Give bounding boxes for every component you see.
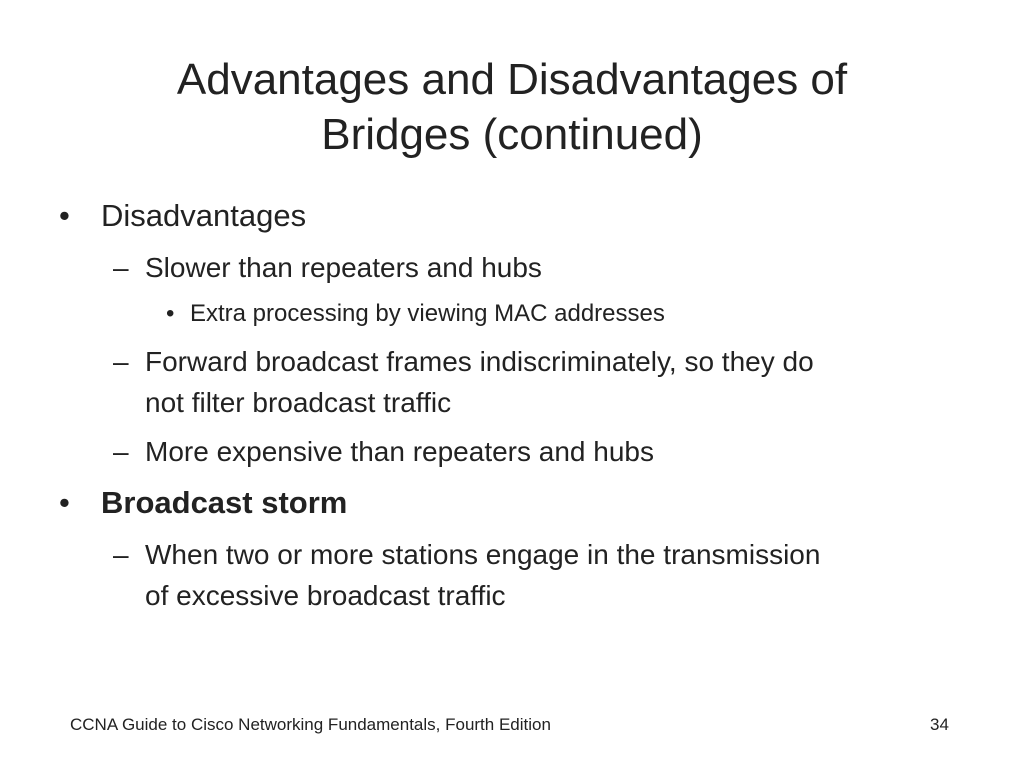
sub-bullet-slower [113,247,985,288]
dash-icon: – [113,252,129,283]
slide-title-line-1: Advantages and Disadvantages of [176,55,848,104]
bullet-broadcast-storm-text: Broadcast storm [101,485,348,520]
sub-bullet-storm-definition [113,534,1005,616]
sub-bullet-storm-definition-line-1: When two or more stations engage in the transmission [145,539,821,570]
bullet-disadvantages-text: Disadvantages [101,198,307,233]
footer-book-title: CCNA Guide to Cisco Networking Fundamentals, Fourth Edition [70,715,551,734]
sub-bullet-forward-broadcast-line-2: not filter broadcast traffic [145,387,452,418]
bullet-broadcast-storm [59,485,348,521]
sub-sub-bullet-extra-processing-text: Extra processing by viewing MAC addresses [190,300,665,327]
slide-title [0,52,1024,162]
sub-bullet-storm-definition-line-2: of excessive broadcast traffic [145,580,506,611]
sub-bullet-more-expensive [113,431,985,472]
dash-icon: – [113,346,129,377]
slide-title-line-2: Bridges (continued) [321,110,703,159]
footer-page-number: 34 [930,715,949,734]
sub-bullet-forward-broadcast [113,341,1005,423]
bullet-dot-icon: • [59,198,70,233]
bullet-dot-icon: • [166,300,175,327]
dash-icon: – [113,436,129,467]
sub-sub-bullet-extra-processing [166,299,665,329]
sub-bullet-more-expensive-text: More expensive than repeaters and hubs [145,436,654,467]
bullet-dot-icon: • [59,485,70,520]
sub-bullet-forward-broadcast-line-1: Forward broadcast frames indiscriminately, so they do [145,346,814,377]
bullet-disadvantages [59,198,307,234]
sub-bullet-slower-text: Slower than repeaters and hubs [145,252,542,283]
dash-icon: – [113,539,129,570]
